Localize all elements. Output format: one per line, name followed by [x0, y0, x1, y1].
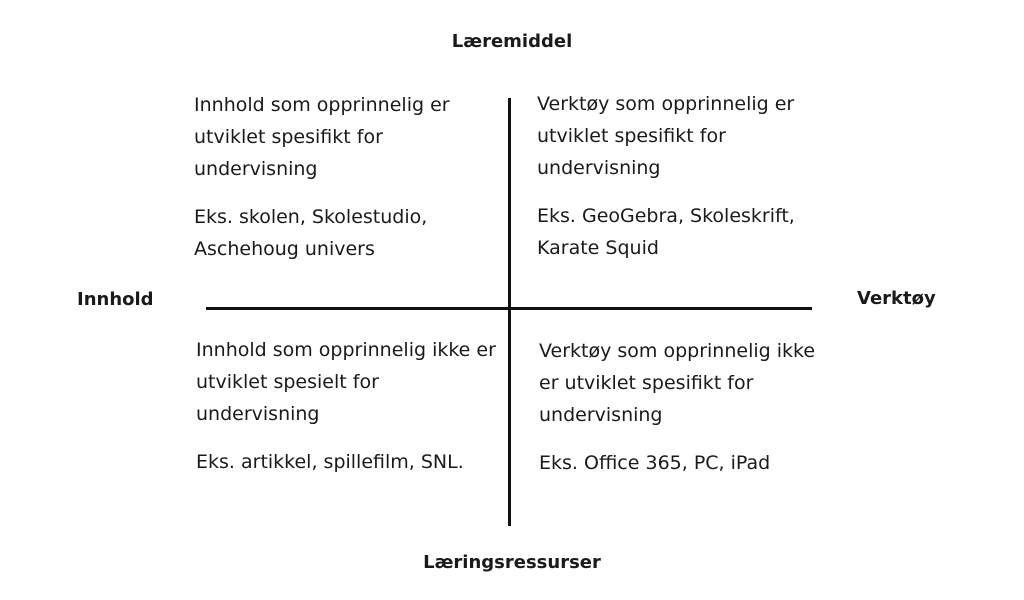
axis-label-bottom: Læringsressurser	[423, 552, 601, 573]
quadrant-top-left	[194, 89, 494, 265]
quadrant-examples: Eks. Office 365, PC, iPad	[539, 452, 771, 474]
quadrant-description: Innhold som opprinnelig er utviklet spesifikt for undervisning	[194, 94, 450, 180]
quadrant-bottom-left	[196, 334, 496, 478]
quadrant-top-right	[537, 88, 837, 264]
axis-label-top: Læremiddel	[451, 31, 573, 52]
quadrant-description: Verktøy som opprinnelig ikke er utviklet spesifikt for undervisning	[539, 340, 816, 426]
quadrant-examples: Eks. skolen, Skolestudio, Aschehoug univers	[194, 206, 428, 260]
quadrant-examples: Eks. artikkel, spillefilm, SNL.	[196, 451, 464, 473]
quadrant-description: Verktøy som opprinnelig er utviklet spesifikt for undervisning	[537, 93, 795, 179]
vertical-axis-line	[508, 98, 511, 526]
quadrant-bottom-right	[539, 335, 839, 479]
quadrant-description: Innhold som opprinnelig ikke er utviklet spesielt for undervisning	[196, 339, 496, 425]
horizontal-axis-line	[206, 307, 812, 310]
axis-label-left: Innhold	[77, 289, 154, 310]
quadrant-examples: Eks. GeoGebra, Skoleskrift, Karate Squid	[537, 205, 795, 259]
axis-label-right: Verktøy	[857, 288, 936, 309]
